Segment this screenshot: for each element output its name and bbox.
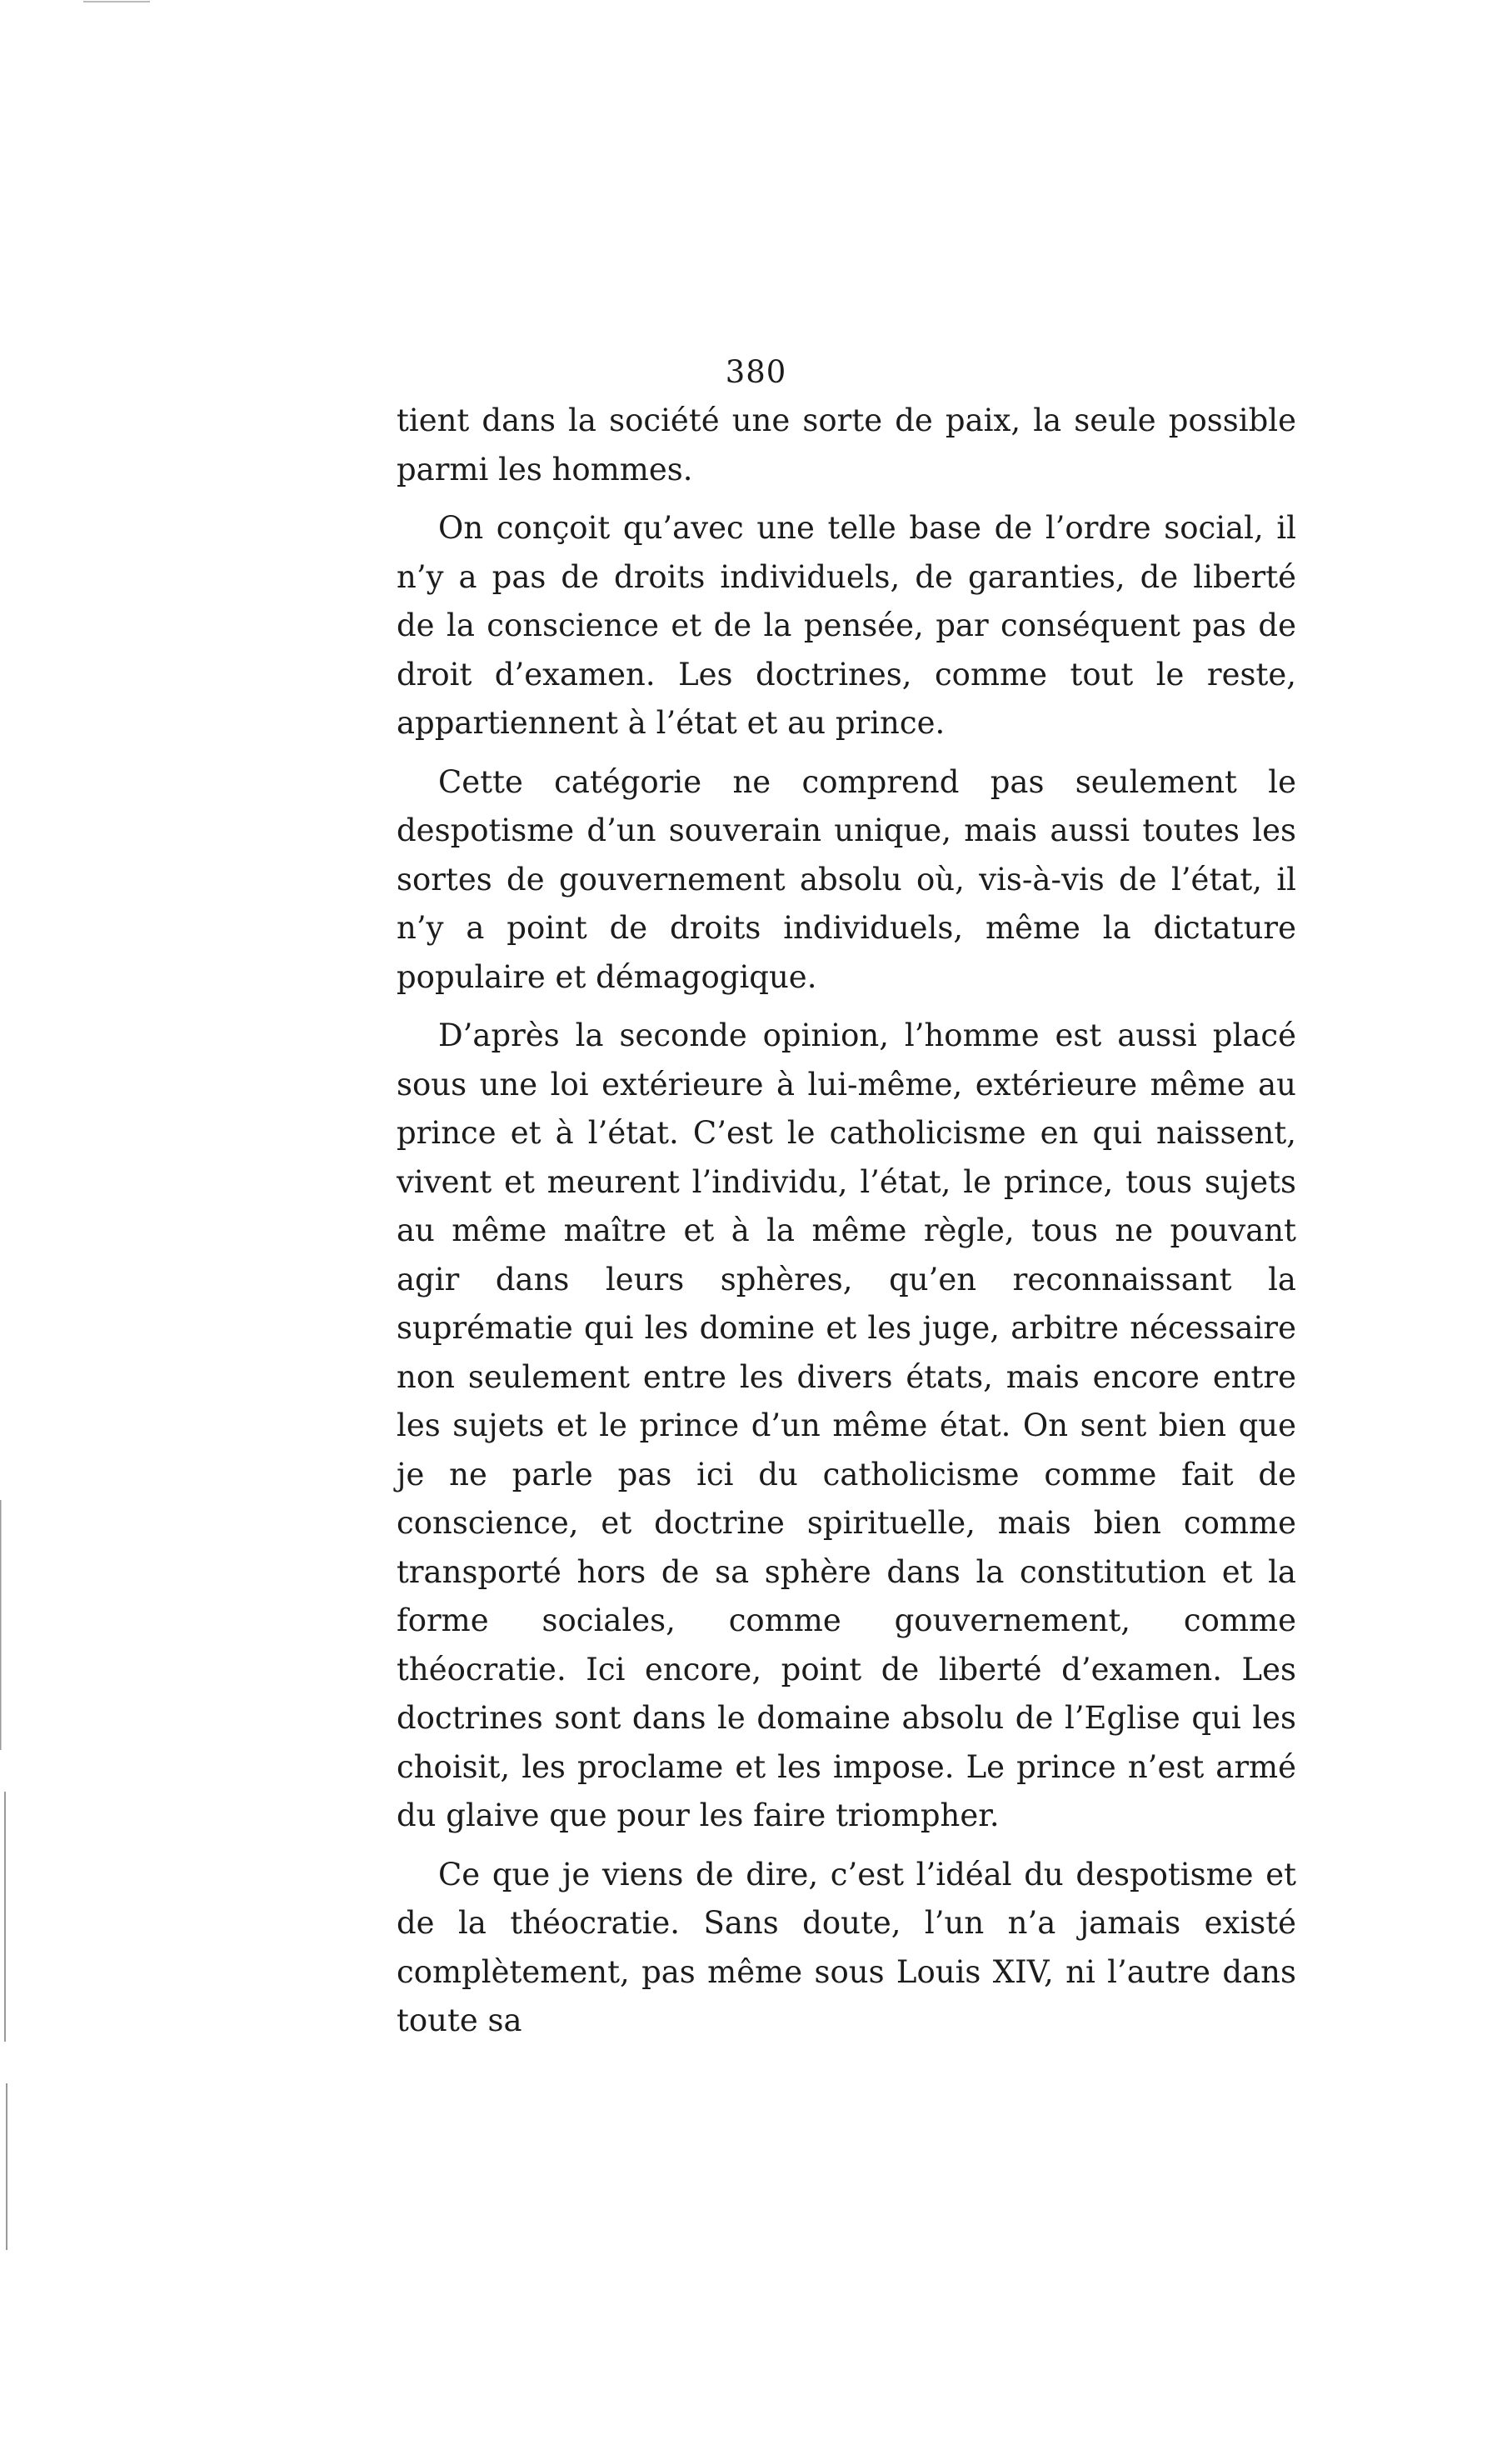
paragraph-3: Cette catégorie ne comprend pas seulement le despotisme d’un souverain unique, mais aussi toutes les sortes de gouvernement absolu où, vis-à-vis de l’état, il n’y a point de droits individuels, même la dictature populaire et démagogique. bbox=[397, 763, 1296, 995]
paragraph-4: D’après la seconde opinion, l’homme est aussi placé sous une loi extérieure à lui-même, extérieure même au prince et à l’état. C’est le catholicisme en qui naissent, vivent et meurent l’individu, l’état, le prince, tous sujets au même maître et à la même règle, tous ne pouvant agir dans leurs sphères, qu’en reconnaissant la suprématie qui les domine et les juge, arbitre nécessaire non seulement entre les divers états, mais encore entre les sujets et le prince d’un même état. On sent bien que je ne parle pas ici du catholicisme comme fait de conscience, et doctrine spirituelle, mais bien comme transporté hors de sa sphère dans la constitution et la forme sociales, comme gouvernement, comme théocratie. Ici encore, point de liberté d’examen. Les doctrines sont dans le domaine absolu de l’Eglise qui les choisit, les proclame et les impose. Le prince n’est armé du glaive que pour les faire triompher. bbox=[397, 1018, 1296, 1833]
paragraph-5: Ce que je viens de dire, c’est l’idéal du despotisme et de la théocratie. Sans doute, l’un n’a jamais existé complètement, pas même sous Louis XIV, ni l’autre dans toute sa bbox=[397, 1856, 1296, 2038]
body-text bbox=[397, 397, 1296, 2056]
paragraph-2: On conçoit qu’avec une telle base de l’ordre social, il n’y a pas de droits individuels, de garanties, de liberté de la conscience et de la pensée, par conséquent pas de droit d’examen. Les doctrines, comme tout le reste, appartiennent à l’état et au prince. bbox=[397, 510, 1296, 741]
page-number: 380 bbox=[725, 354, 787, 390]
paragraph-1: tient dans la société une sorte de paix, la seule possible parmi les hommes. bbox=[397, 402, 1296, 488]
